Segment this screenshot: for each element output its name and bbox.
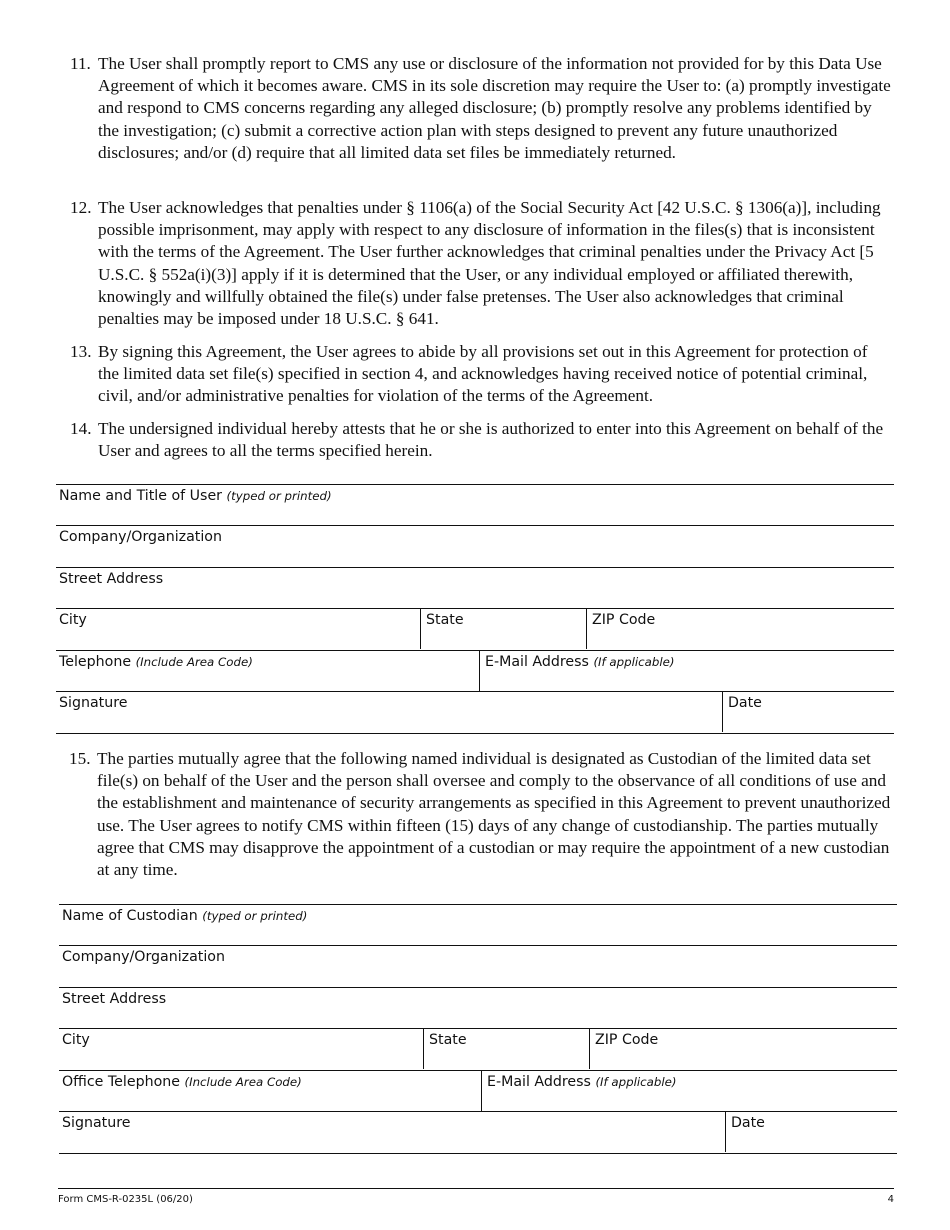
custodian-street-label: Street Address <box>62 991 167 1007</box>
clause-15 <box>69 748 891 881</box>
custodian-name-row <box>59 904 897 945</box>
user-company-field[interactable] <box>56 526 894 566</box>
user-telephone-hint: (Include Area Code) <box>135 655 253 669</box>
custodian-signature-date-row <box>59 1111 897 1152</box>
user-email-hint: (If applicable) <box>593 655 675 669</box>
user-signature-date-row <box>56 691 894 732</box>
user-street-row <box>56 567 894 608</box>
custodian-company-label: Company/Organization <box>62 949 225 965</box>
user-zip-label: ZIP Code <box>592 612 656 628</box>
custodian-city-label: City <box>62 1032 90 1048</box>
user-telephone-field[interactable] <box>56 651 479 691</box>
clause-number: 13. <box>70 342 92 361</box>
user-date-field[interactable] <box>722 692 894 732</box>
user-zip-field[interactable] <box>586 609 894 649</box>
user-email-label: E-Mail Address <box>485 654 589 670</box>
clause-12 <box>70 197 892 330</box>
custodian-state-label: State <box>429 1032 467 1048</box>
user-signature-label: Signature <box>59 695 128 711</box>
user-email-field[interactable] <box>479 651 894 691</box>
custodian-telephone-hint: (Include Area Code) <box>184 1075 302 1089</box>
clause-number: 12. <box>70 198 92 217</box>
user-form-bottom-rule <box>56 733 894 734</box>
clause-text: The undersigned individual hereby attests that he or she is authorized to enter into this Agreement on behalf of the User and agrees to all the terms specified herein. <box>98 419 884 461</box>
custodian-name-hint: (typed or printed) <box>202 909 308 923</box>
custodian-email-field[interactable] <box>481 1071 897 1111</box>
custodian-zip-field[interactable] <box>589 1029 897 1069</box>
clause-14 <box>70 418 892 462</box>
custodian-city-state-zip-row <box>59 1028 897 1069</box>
clause-number: 14. <box>70 419 92 438</box>
custodian-phone-email-row <box>59 1070 897 1111</box>
user-name-title-row <box>56 484 894 525</box>
clause-number: 15. <box>69 749 91 768</box>
user-city-state-zip-row <box>56 608 894 649</box>
clause-13 <box>70 341 892 408</box>
custodian-name-field[interactable] <box>59 905 897 945</box>
custodian-telephone-label: Office Telephone <box>62 1074 180 1090</box>
user-city-field[interactable] <box>56 609 420 649</box>
clause-number: 11. <box>70 54 91 73</box>
custodian-email-hint: (If applicable) <box>595 1075 677 1089</box>
custodian-street-field[interactable] <box>59 988 897 1028</box>
user-telephone-label: Telephone <box>59 654 132 670</box>
custodian-form-bottom-rule <box>59 1153 897 1154</box>
page-footer <box>58 1188 894 1205</box>
clause-11 <box>70 53 892 164</box>
clause-text: The parties mutually agree that the following named individual is designated as Custodian of the limited data set file(s) on behalf of the User and the person shall oversee and comply to the observance of all conditions of use and the establishment and maintenance of security arrangements as specified in this Agreement to prevent unauthorized use. The User agrees to notify CMS within fifteen (15) days of any change of custodianship. The parties mutually agree that CMS may disapprove the appointment of a custodian or may require the appointment of a new custodian at any time. <box>97 749 891 880</box>
custodian-state-field[interactable] <box>423 1029 589 1069</box>
custodian-telephone-field[interactable] <box>59 1071 481 1111</box>
user-name-title-field[interactable] <box>56 485 894 525</box>
custodian-street-row <box>59 987 897 1028</box>
custodian-signature-field[interactable] <box>59 1112 725 1152</box>
user-state-field[interactable] <box>420 609 586 649</box>
user-name-title-label: Name and Title of User <box>59 488 223 504</box>
user-date-label: Date <box>728 695 762 711</box>
user-city-label: City <box>59 612 87 628</box>
custodian-company-field[interactable] <box>59 946 897 986</box>
user-name-title-hint: (typed or printed) <box>226 489 332 503</box>
custodian-date-field[interactable] <box>725 1112 897 1152</box>
user-company-label: Company/Organization <box>59 529 222 545</box>
custodian-signature-label: Signature <box>62 1115 131 1131</box>
user-company-row <box>56 525 894 566</box>
user-signature-field[interactable] <box>56 692 722 732</box>
clause-text: The User shall promptly report to CMS any use or disclosure of the information not provided for by this Data Use Agreement of which it becomes aware. CMS in its sole discretion may require the User to: (a) promptly investigate and respond to CMS concerns regarding any alleged disclosure; (b) promptly resolve any problems identified by the investigation; (c) submit a corrective action plan with steps designed to prevent any future unauthorized disclosures; and/or (d) require that all limited data set files be immediately returned. <box>98 54 891 162</box>
clause-text: The User acknowledges that penalties under § 1106(a) of the Social Security Act [42 U.S.C. § 1306(a)], including possible imprisonment, may apply with respect to any disclosure of information in the files(s) that is inconsistent with the terms of the Agreement. The User further acknowledges that criminal penalties under the Privacy Act [5 U.S.C. § 552a(i)(3)] apply if it is determined that the User, or any individual employed or affiliated therewith, knowingly and willfully obtained the file(s) under false pretenses. The User also acknowledges that criminal penalties may be imposed under 18 U.S.C. § 641. <box>98 198 881 329</box>
custodian-name-label: Name of Custodian <box>62 908 198 924</box>
user-street-label: Street Address <box>59 571 164 587</box>
user-state-label: State <box>426 612 464 628</box>
user-phone-email-row <box>56 650 894 691</box>
user-street-field[interactable] <box>56 568 894 608</box>
custodian-date-label: Date <box>731 1115 765 1131</box>
custodian-company-row <box>59 945 897 986</box>
custodian-zip-label: ZIP Code <box>595 1032 659 1048</box>
form-id: Form CMS-R-0235L (06/20) <box>58 1194 193 1205</box>
page-number: 4 <box>887 1194 894 1205</box>
custodian-city-field[interactable] <box>59 1029 423 1069</box>
custodian-email-label: E-Mail Address <box>487 1074 591 1090</box>
clause-text: By signing this Agreement, the User agrees to abide by all provisions set out in this Agreement for protection of the limited data set file(s) specified in section 4, and acknowledges having received notice of potential criminal, civil, and/or administrative penalties for violation of the terms of the Agreement. <box>98 342 868 406</box>
